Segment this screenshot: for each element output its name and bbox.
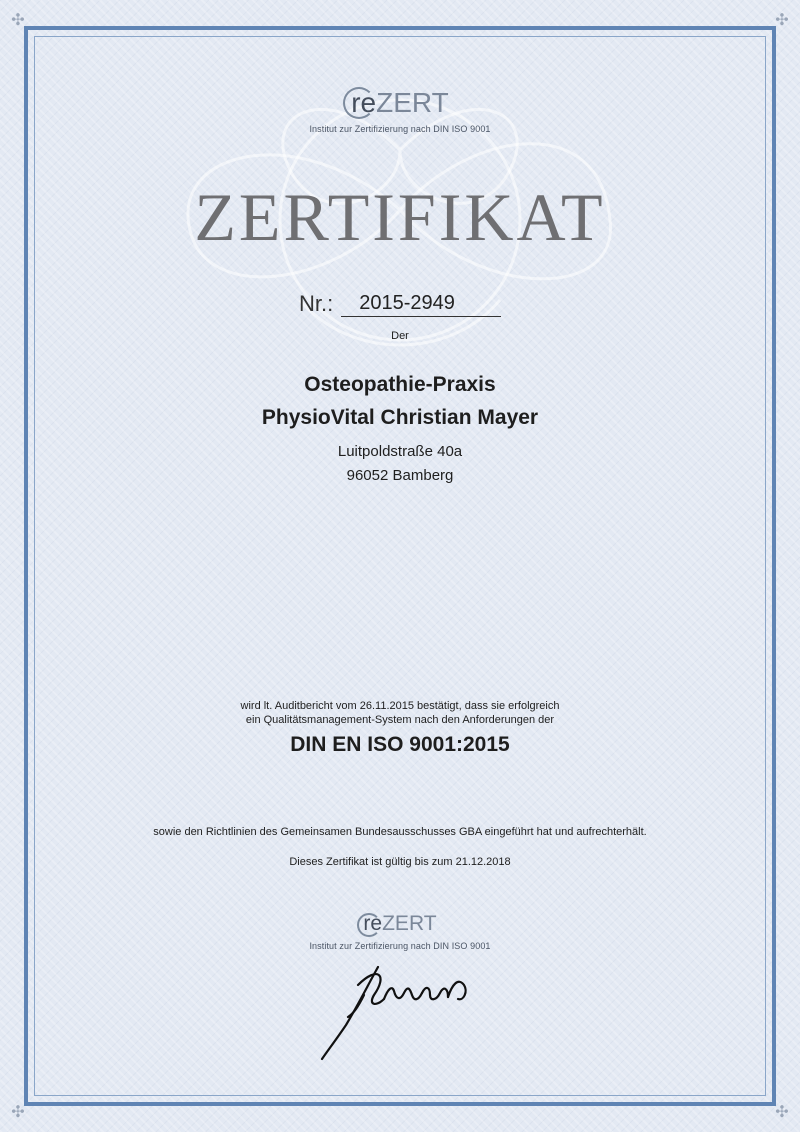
certificate-number [299,283,501,317]
logo-tagline: Institut zur Zertifizierung nach DIN ISO 9001 [309,124,491,134]
corner-ornament-icon: ✣ [11,1102,25,1121]
corner-ornament-icon: ✣ [11,10,25,29]
statement-line2: ein Qualitätsmanagement-System nach den Anforderungen der [245,714,555,726]
logo-bottom [0,910,800,951]
recipient-name-line2: PhysioVital Christian Mayer [261,406,539,429]
logo-re-text: re [351,87,377,118]
recipient-city: 96052 Bamberg [346,467,454,484]
statement-line3: sowie den Richtlinien des Gemeinsamen Bundesausschusses GBA eingeführt hat und aufrechterhält. [153,826,647,838]
number-value: 2015-2949 [341,290,501,317]
logo-top [0,84,800,134]
logo-re-text: re [363,912,383,935]
recipient-name-line1: Osteopathie-Praxis [304,373,496,396]
standard-name: DIN EN ISO 9001:2015 [290,733,510,756]
logo-zert-text: ZERT [382,912,437,935]
logo-tagline: Institut zur Zertifizierung nach DIN ISO 9001 [309,941,491,951]
intro-text: Der [391,330,409,342]
number-label: Nr.: [299,291,334,316]
corner-ornament-icon: ✣ [775,10,789,29]
corner-ornament-icon: ✣ [775,1102,789,1121]
certificate-title: ZERTIFIKAT [194,179,606,255]
statement-line1: wird lt. Auditbericht vom 26.11.2015 bestätigt, dass sie erfolgreich [240,700,560,712]
logo-zert-text: ZERT [376,87,449,118]
logo-arc-icon [343,87,375,119]
validity-text: Dieses Zertifikat ist gültig bis zum 21.12.2018 [289,856,511,868]
recipient-street: Luitpoldstraße 40a [337,443,463,460]
signature [318,955,488,1065]
